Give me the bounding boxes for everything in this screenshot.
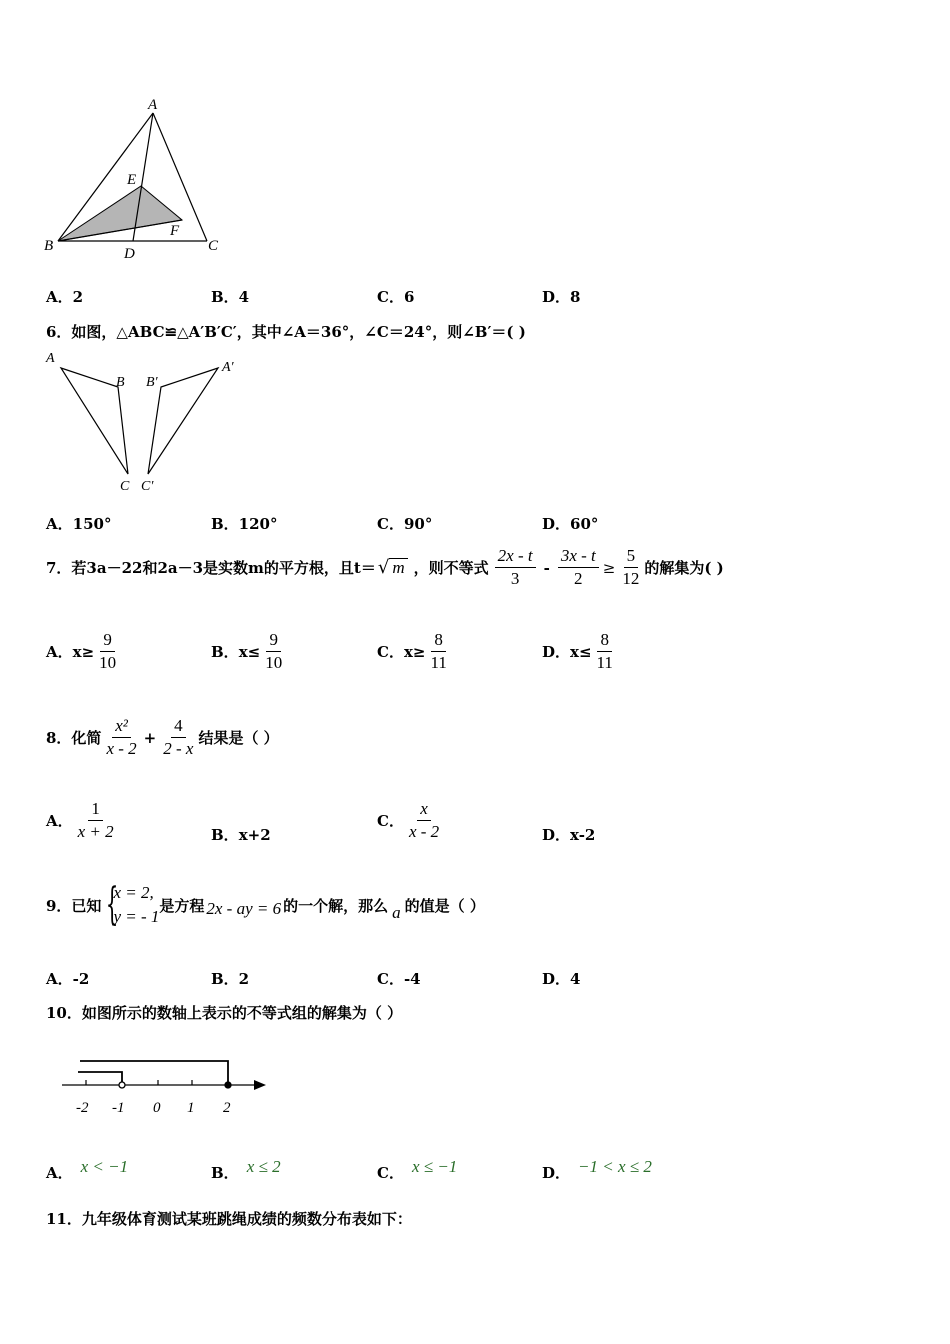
- q9-post: 的值是（ ）: [404, 896, 485, 915]
- label-b: B: [116, 375, 125, 390]
- triangle-figure-q5: [40, 92, 240, 264]
- q7-f2-den: 2: [574, 569, 583, 588]
- q8-question: [46, 716, 279, 759]
- option-relation: x≥: [403, 642, 426, 661]
- q10-text: 10．如图所示的数轴上表示的不等式组的解集为（ ）: [46, 1004, 403, 1022]
- q9-option-b[interactable]: B．2: [211, 970, 250, 988]
- q10-option-a[interactable]: [46, 1150, 128, 1183]
- q7-option-a[interactable]: [46, 630, 121, 673]
- option-relation: x≥: [72, 642, 95, 661]
- option-relation: x≤: [570, 642, 592, 661]
- tick-label: -2: [76, 1100, 89, 1116]
- q7-question: [46, 546, 724, 589]
- q6-option-a[interactable]: A．150°: [46, 515, 112, 533]
- label-d: D: [124, 246, 135, 262]
- q10-option-d[interactable]: [542, 1150, 652, 1183]
- q7-fraction-3: [619, 546, 642, 589]
- sqrt-expression: √ m: [378, 557, 408, 578]
- tick-label: 1: [187, 1100, 195, 1116]
- den: x - 2: [408, 822, 440, 841]
- option-expression: −1 < x ≤ 2: [578, 1156, 652, 1176]
- q10-option-b[interactable]: [211, 1150, 281, 1183]
- option-expression: x < −1: [80, 1156, 129, 1176]
- num: 4: [171, 716, 186, 738]
- q7-pre: 7．若3a－22和2a－3是实数m的平方根，且t＝: [46, 559, 376, 577]
- label-b-prime: B′: [146, 375, 158, 390]
- q8-option-d[interactable]: [542, 824, 595, 845]
- q9-option-a[interactable]: A．-2: [46, 970, 90, 988]
- q6-option-c[interactable]: C．90°: [377, 515, 433, 533]
- q8-post: 结果是（ ）: [198, 729, 279, 747]
- equation-system: [103, 881, 159, 929]
- q6-option-b[interactable]: B．120°: [211, 515, 278, 533]
- shaded-triangle: [58, 186, 182, 241]
- option-label: B．: [211, 826, 239, 844]
- q7-mid: ，则不等式: [413, 559, 489, 577]
- den: x + 2: [77, 822, 114, 841]
- q7-fraction-1: [495, 546, 536, 589]
- q10-option-c[interactable]: [377, 1150, 457, 1183]
- q9-option-d[interactable]: D．4: [542, 970, 581, 988]
- q8-plus: +: [143, 728, 157, 747]
- q6-text: 6．如图，△ABC≌△A′B′C′，其中∠A＝36°，∠C＝24°，则∠B′＝( ): [46, 323, 526, 341]
- number-line-figure: [56, 1050, 276, 1120]
- label-c-prime: C′: [141, 479, 154, 494]
- label-a: A: [148, 97, 158, 113]
- q7-option-c[interactable]: [377, 630, 452, 673]
- q11-text: 11．九年级体育测试某班跳绳成绩的频数分布表如下：: [46, 1210, 412, 1228]
- tick-label: -1: [112, 1100, 125, 1116]
- option-expression: x ≤ 2: [246, 1156, 281, 1176]
- q7-f2-num: 3x - t: [558, 546, 599, 568]
- option-relation: x≤: [238, 642, 261, 661]
- tick-label: 0: [153, 1100, 161, 1116]
- num: 8: [597, 630, 612, 652]
- option-label: B．: [211, 1164, 239, 1182]
- option-fraction: [594, 630, 616, 673]
- option-fraction: [96, 630, 119, 673]
- label-c: C: [208, 238, 219, 254]
- q8-fraction-2: [160, 716, 196, 759]
- den: x - 2: [106, 739, 137, 758]
- q9-mid2: 的一个解，那么: [283, 896, 389, 915]
- option-label: A．: [46, 643, 73, 661]
- num: x: [417, 799, 431, 821]
- label-f: F: [170, 223, 180, 239]
- option-label: C．: [377, 1164, 404, 1182]
- q6-option-d[interactable]: D．60°: [542, 515, 599, 533]
- den: 10: [265, 653, 283, 672]
- q7-f3-num: 5: [624, 546, 639, 568]
- den: 2 - x: [163, 739, 194, 758]
- q7-f3-den: 12: [622, 569, 640, 588]
- den: 11: [430, 653, 447, 672]
- q5-option-c[interactable]: C．6: [377, 288, 415, 306]
- option-text: x+2: [238, 826, 271, 844]
- system-line-1: x = 2,: [113, 883, 154, 902]
- option-label: D．: [542, 826, 571, 844]
- q7-fraction-2: [558, 546, 599, 589]
- q7-option-d[interactable]: [542, 630, 618, 673]
- q9-mid: 是方程: [159, 896, 205, 915]
- q9-question: [46, 881, 485, 929]
- q5-option-b[interactable]: B．4: [211, 288, 250, 306]
- tick-label: 2: [223, 1100, 231, 1116]
- q7-option-b[interactable]: [211, 630, 287, 673]
- option-label: D．: [542, 643, 571, 661]
- q7-f1-den: 3: [510, 569, 520, 588]
- option-fraction: [262, 630, 285, 673]
- num: 1: [88, 799, 103, 821]
- congruent-triangles-figure: [40, 346, 250, 496]
- q8-pre: 8．化简: [46, 729, 102, 747]
- q7-minus: -: [543, 558, 550, 577]
- num: 8: [431, 630, 446, 652]
- sqrt-var: m: [389, 558, 407, 577]
- q9-var: a: [392, 903, 401, 922]
- option-label: D．: [542, 1164, 571, 1182]
- option-fraction: [406, 799, 442, 842]
- q8-option-b[interactable]: [211, 824, 271, 845]
- option-fraction: [427, 630, 449, 673]
- option-label: B．: [211, 643, 239, 661]
- option-label: A．: [46, 1164, 73, 1182]
- option-label: C．: [377, 812, 404, 830]
- num: x²: [112, 716, 131, 738]
- q5-option-a[interactable]: A．2: [46, 288, 84, 306]
- q8-fraction-1: [103, 716, 139, 759]
- option-text: x-2: [570, 826, 596, 844]
- den: 10: [99, 653, 117, 672]
- q8-option-c[interactable]: [377, 799, 444, 842]
- option-label: A．: [46, 812, 73, 830]
- q7-post: 的解集为( ): [644, 559, 724, 577]
- q7-f1-num: 2x - t: [495, 546, 536, 568]
- q9-pre: 9．已知: [46, 896, 102, 915]
- num: 9: [266, 630, 281, 652]
- label-c: C: [120, 479, 130, 494]
- num: 9: [100, 630, 115, 652]
- q9-equation: 2x - ay = 6: [206, 899, 282, 918]
- q8-option-a[interactable]: [46, 799, 119, 842]
- label-b: B: [44, 238, 54, 254]
- den: 11: [596, 653, 613, 672]
- brace-icon: {: [106, 879, 119, 930]
- q9-option-c[interactable]: C．-4: [377, 970, 421, 988]
- option-fraction: [75, 799, 117, 842]
- label-e: E: [127, 172, 137, 188]
- option-expression: x ≤ −1: [411, 1156, 458, 1176]
- label-a: A: [46, 351, 55, 366]
- q5-option-d[interactable]: D．8: [542, 288, 581, 306]
- option-label: C．: [377, 643, 404, 661]
- q7-geq: ≥: [602, 558, 616, 577]
- system-line-2: y = - 1: [113, 907, 160, 926]
- label-a-prime: A′: [222, 360, 234, 375]
